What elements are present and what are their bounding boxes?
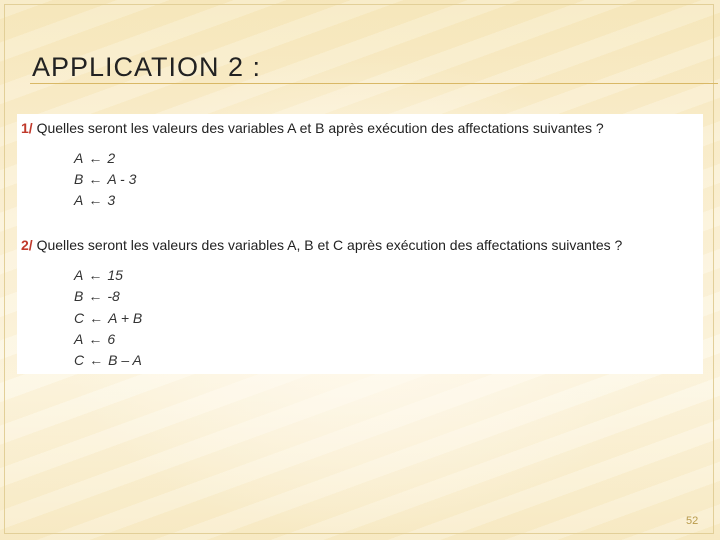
assign-arrow-icon: ←: [88, 150, 103, 166]
instruction-line: [74, 265, 123, 286]
instruction-variable: C: [74, 352, 85, 368]
exercise-panel: [17, 114, 703, 374]
question-2-number: 2/: [21, 237, 33, 253]
assign-arrow-icon: ←: [88, 171, 103, 187]
instruction-variable: A: [74, 192, 84, 208]
instruction-line: [74, 169, 136, 190]
instruction-expression: A - 3: [107, 171, 137, 187]
assign-arrow-icon: ←: [88, 267, 103, 283]
instruction-expression: 2: [107, 150, 116, 166]
instruction-variable: B: [74, 171, 84, 187]
question-1: [21, 120, 604, 136]
instruction-line: [74, 350, 142, 371]
instruction-variable: C: [74, 310, 85, 326]
assign-arrow-icon: ←: [88, 288, 103, 304]
instruction-expression: -8: [107, 288, 120, 304]
instruction-variable: B: [74, 288, 84, 304]
instruction-expression: 3: [107, 192, 116, 208]
title-underline: [30, 83, 718, 84]
instruction-expression: 15: [107, 267, 123, 283]
question-2: [21, 237, 622, 253]
question-1-text: Quelles seront les valeurs des variables A et B après exécution des affectations suivantes ?: [36, 120, 604, 136]
instruction-line: [74, 329, 115, 350]
page-number: 52: [686, 515, 699, 527]
question-2-text: Quelles seront les valeurs des variables A, B et C après exécution des affectations suivantes ?: [36, 237, 623, 253]
instruction-variable: A: [74, 331, 84, 347]
slide-title: APPLICATION 2 :: [32, 52, 262, 82]
instruction-expression: B – A: [108, 352, 142, 368]
assign-arrow-icon: ←: [89, 310, 104, 326]
instruction-line: [74, 286, 120, 307]
instruction-variable: A: [74, 150, 84, 166]
instruction-line: [74, 308, 142, 329]
question-1-number: 1/: [21, 120, 33, 136]
instruction-line: [74, 148, 115, 169]
assign-arrow-icon: ←: [88, 331, 103, 347]
instruction-variable: A: [74, 267, 84, 283]
instruction-line: [74, 190, 115, 211]
instruction-expression: A + B: [108, 310, 143, 326]
assign-arrow-icon: ←: [89, 352, 104, 368]
instruction-expression: 6: [107, 331, 116, 347]
assign-arrow-icon: ←: [88, 192, 103, 208]
